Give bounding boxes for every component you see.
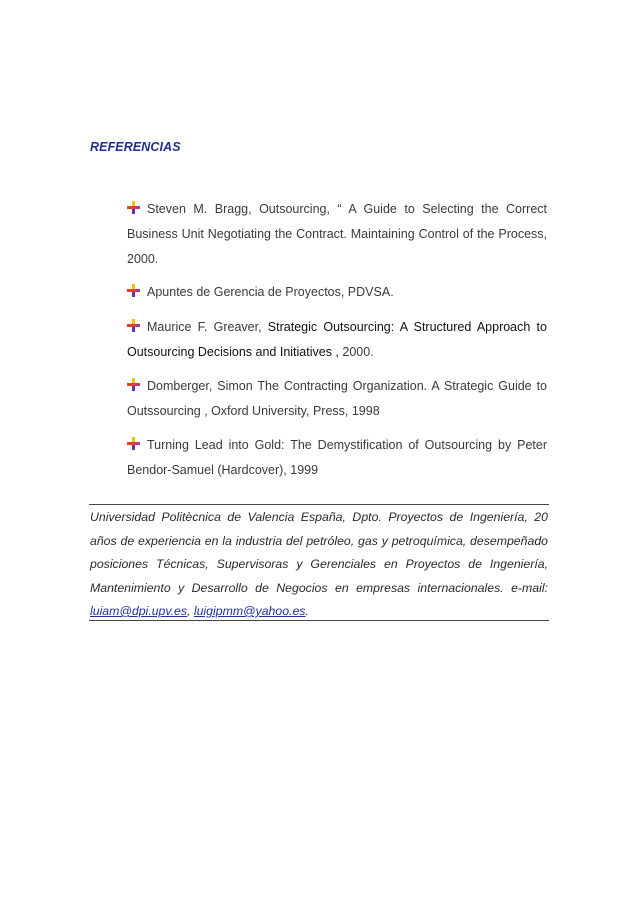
reference-text: Domberger, Simon The Contracting Organization. A Strategic Guide to Outssourcing , Oxford University, Press, 1998 bbox=[127, 379, 547, 418]
reference-year: 2000. bbox=[342, 345, 374, 359]
author-note bbox=[90, 506, 548, 624]
email-separator: , bbox=[187, 604, 194, 618]
bullet-icon bbox=[127, 284, 140, 297]
reference-text: Turning Lead into Gold: The Demystification of Outsourcing by Peter Bendor-Samuel (Hardcover), 1999 bbox=[127, 438, 547, 477]
reference-item bbox=[127, 315, 547, 365]
author-note-end: . bbox=[305, 604, 309, 618]
reference-item bbox=[127, 197, 547, 272]
reference-item bbox=[127, 433, 547, 483]
section-heading: REFERENCIAS bbox=[90, 140, 181, 154]
reference-text: Steven M. Bragg, Outsourcing, “ A Guide to Selecting the Correct Business Unit Negotiating the Contract. Maintaining Control of the Process, 2000. bbox=[127, 202, 547, 266]
email-link-2[interactable]: luigipmm@yahoo.es bbox=[193, 604, 306, 618]
bullet-icon bbox=[127, 201, 140, 214]
bullet-icon bbox=[127, 437, 140, 450]
reference-title: Strategic Outsourcing: A Structured Approach to Outsourcing Decisions and Initiatives , bbox=[127, 320, 547, 359]
reference-item bbox=[127, 374, 547, 424]
reference-text: Apuntes de Gerencia de Proyectos, PDVSA. bbox=[147, 285, 394, 299]
bullet-icon bbox=[127, 319, 140, 332]
reference-item bbox=[127, 280, 547, 305]
divider-bottom bbox=[89, 620, 549, 621]
email-link-1[interactable]: luiam@dpi.upv.es bbox=[90, 604, 188, 618]
reference-author: Maurice F. Greaver, bbox=[147, 320, 268, 334]
author-note-text: Universidad Politècnica de Valencia España, Dpto. Proyectos de Ingeniería, 20 años de experiencia en la industria del petróleo, gas y petroquímica, desempeñado posiciones Técnicas, Supervisoras y Gerenciales en Proyectos de Ingeniería, Mantenimiento y Desarrollo de Negocios en empresas internacionales. e-mail: bbox=[90, 510, 548, 595]
divider-top bbox=[89, 504, 549, 505]
bullet-icon bbox=[127, 378, 140, 391]
